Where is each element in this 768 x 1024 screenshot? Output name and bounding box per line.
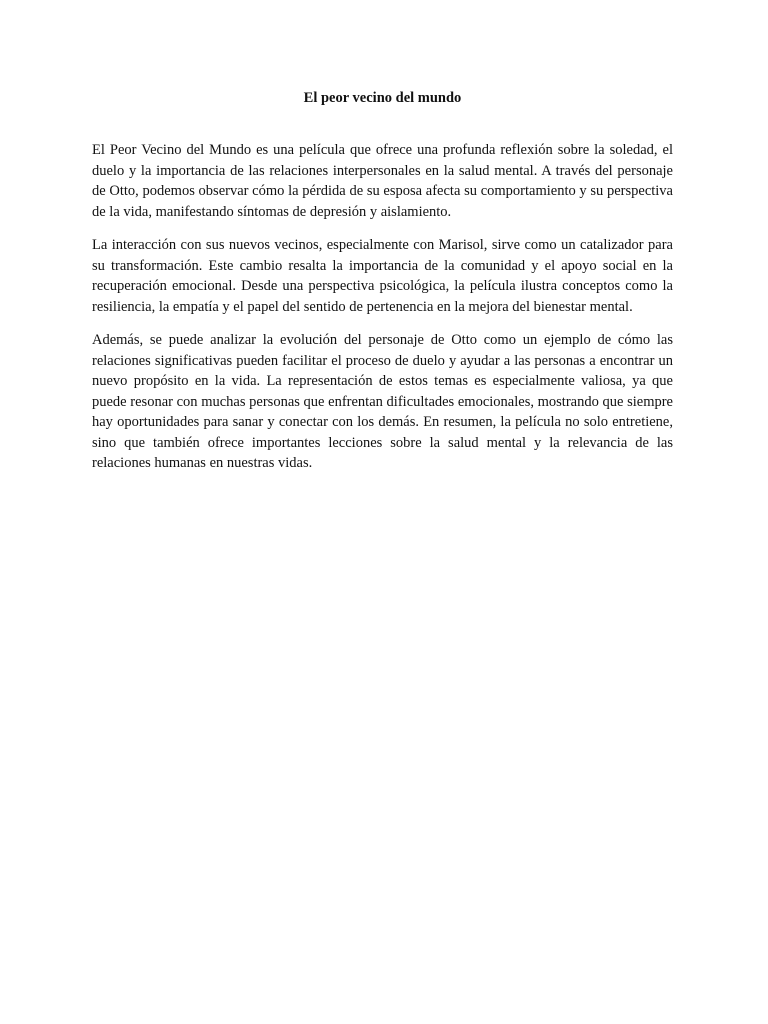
paragraph-1: El Peor Vecino del Mundo es una película que ofrece una profunda reflexión sobre la soledad, el duelo y la importancia de las relaciones interpersonales en la salud mental. A través del personaje de Otto, podemos observar cómo la pérdida de su esposa afecta su comportamiento y su perspectiva de la vida, manifestando síntomas de depresión y aislamiento. xyxy=(92,142,673,220)
document-body xyxy=(92,88,673,487)
paragraph-3: Además, se puede analizar la evolución del personaje de Otto como un ejemplo de cómo las relaciones significativas pueden facilitar el proceso de duelo y ayudar a las personas a encontrar un nuevo propósito en la vida. La representación de estos temas es especialmente valiosa, ya que puede resonar con muchas personas que enfrentan dificultades emocionales, mostrando que siempre hay oportunidades para sanar y conectar con los demás. En resumen, la película no solo entretiene, sino que también ofrece importantes lecciones sobre la salud mental y la relevancia de las relaciones humanas en nuestras vidas. xyxy=(92,332,673,471)
document-title: El peor vecino del mundo xyxy=(303,90,462,106)
paragraph-2: La interacción con sus nuevos vecinos, especialmente con Marisol, sirve como un catalizador para su transformación. Este cambio resalta la importancia de la comunidad y el apoyo social en la recuperación emocional. Desde una perspectiva psicológica, la película ilustra conceptos como la resiliencia, la empatía y el papel del sentido de pertenencia en la mejora del bienestar mental. xyxy=(92,237,673,315)
